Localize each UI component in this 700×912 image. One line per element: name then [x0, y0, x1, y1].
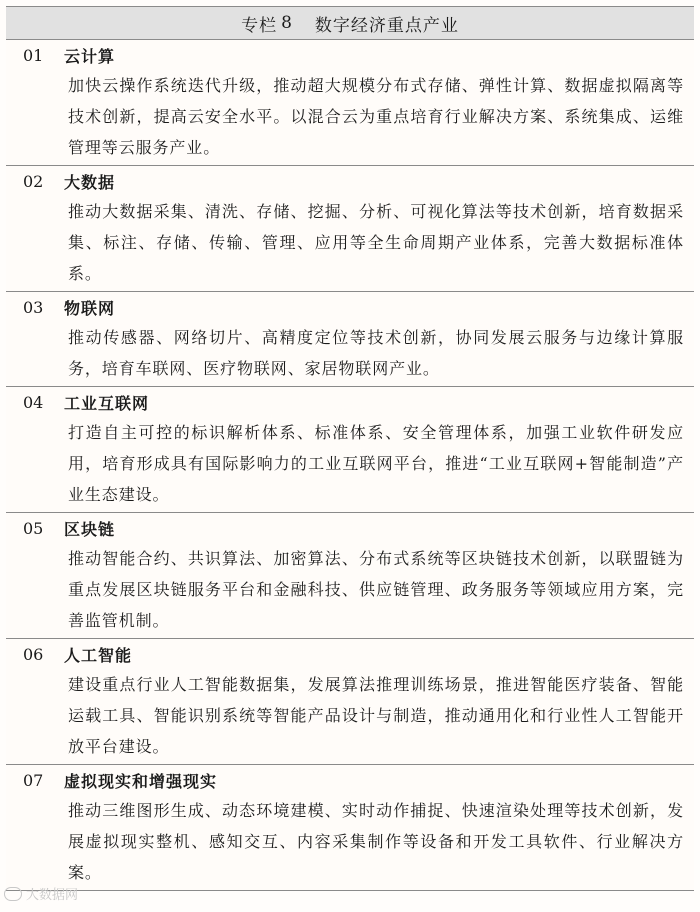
section-title: 区块链	[64, 519, 116, 539]
section-body: 推动智能合约、共识算法、加密算法、分布式系统等区块链技术创新，以联盟链为重点发展区块链服务平台和金融科技、供应链管理、政务服务等领域应用方案，完善监管机制。	[68, 549, 684, 630]
column-title: 数字经济重点产业	[314, 15, 459, 36]
watermark	[4, 884, 78, 903]
sections-table	[6, 40, 694, 891]
table-title-bar	[6, 6, 694, 40]
watermark-text: 大数据网	[26, 888, 79, 903]
section-cloud-computing	[6, 40, 694, 165]
section-body: 建设重点行业人工智能数据集，发展算法推理训练场景，推进智能医疗装备、智能运载工具、智能识别系统等智能产品设计与制造，推动通用化和行业性人工智能开放平台建设。	[68, 675, 684, 756]
section-title: 物联网	[64, 298, 116, 318]
section-iot	[6, 291, 694, 386]
section-title: 人工智能	[64, 645, 133, 665]
section-blockchain	[6, 512, 694, 638]
section-title: 大数据	[64, 172, 116, 192]
section-title: 云计算	[64, 46, 116, 66]
section-number: 04	[23, 392, 44, 412]
section-number: 01	[23, 45, 44, 65]
section-body: 打造自主可控的标识解析体系、标准体系、安全管理体系，加强工业软件研发应用，培育形成具有国际影响力的工业互联网平台，推进“工业互联网+智能制造”产业生态建设。	[68, 423, 684, 504]
column-number: 8	[281, 13, 293, 33]
section-ai	[6, 638, 694, 764]
section-vr-ar	[6, 764, 694, 890]
column-label: 专栏	[241, 15, 278, 36]
section-body: 推动三维图形生成、动态环境建模、实时动作捕捉、快速渲染处理等技术创新，发展虚拟现实整机、感知交互、内容采集制作等设备和开发工具软件、行业解决方案。	[68, 801, 684, 882]
section-number: 07	[23, 770, 44, 790]
section-body: 推动大数据采集、清洗、存储、挖掘、分析、可视化算法等技术创新，培育数据采集、标注、存储、传输、管理、应用等全生命周期产业体系，完善大数据标准体系。	[68, 202, 684, 283]
section-number: 03	[23, 297, 44, 317]
section-number: 06	[23, 644, 44, 664]
watermark-logo-icon	[4, 887, 22, 901]
section-title: 工业互联网	[64, 393, 150, 413]
section-body: 推动传感器、网络切片、高精度定位等技术创新，协同发展云服务与边缘计算服务，培育车联网、医疗物联网、家居物联网产业。	[68, 328, 684, 378]
section-industrial-internet	[6, 386, 694, 512]
section-number: 02	[23, 171, 44, 191]
section-body: 加快云操作系统迭代升级，推动超大规模分布式存储、弹性计算、数据虚拟隔离等技术创新，提高云安全水平。以混合云为重点培育行业解决方案、系统集成、运维管理等云服务产业。	[68, 76, 684, 157]
section-number: 05	[23, 518, 44, 538]
section-title: 虚拟现实和增强现实	[64, 771, 218, 791]
section-big-data	[6, 165, 694, 291]
